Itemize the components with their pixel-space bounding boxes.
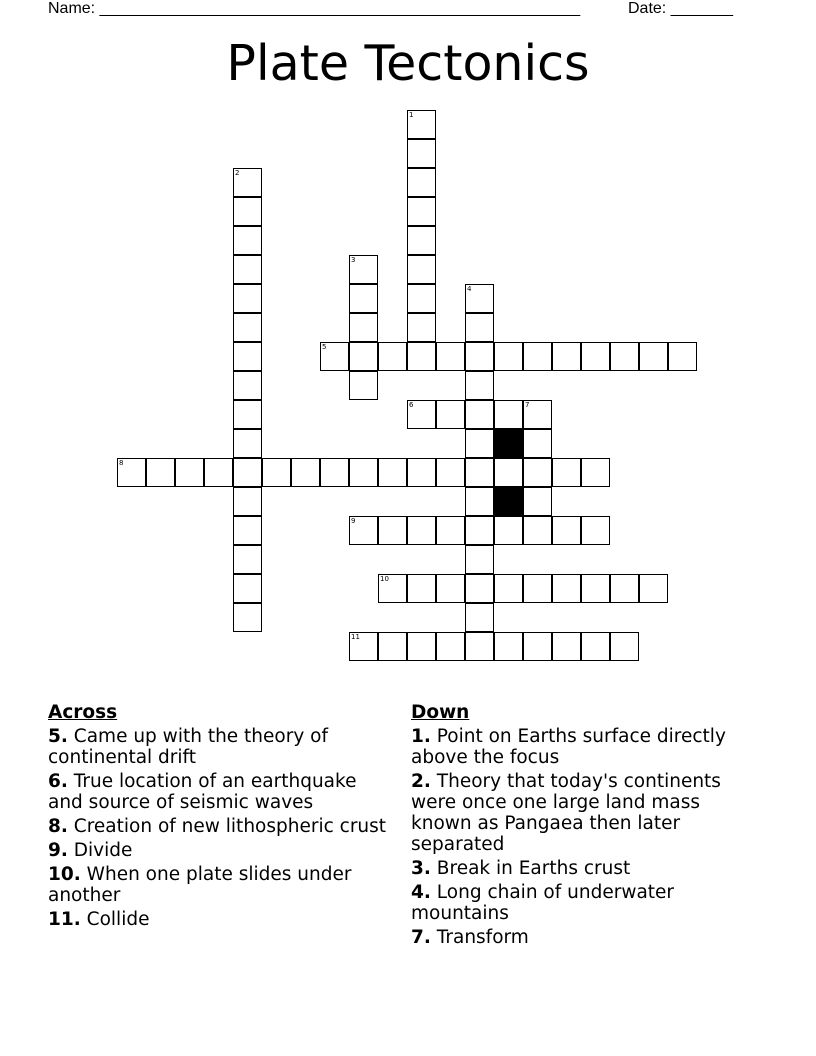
crossword-cell[interactable]: [233, 603, 262, 632]
crossword-cell[interactable]: [494, 516, 523, 545]
page-title: Plate Tectonics: [226, 35, 590, 92]
crossword-cell[interactable]: [378, 574, 407, 603]
crossword-cell[interactable]: [465, 487, 494, 516]
crossword-cell[interactable]: [233, 400, 262, 429]
crossword-cell[interactable]: [436, 342, 465, 371]
crossword-cell[interactable]: [407, 255, 436, 284]
crossword-cell[interactable]: [552, 458, 581, 487]
across-heading: Across: [48, 702, 118, 723]
name-line: Name: ______________________________________________________: [48, 0, 581, 17]
crossword-cell[interactable]: [552, 632, 581, 661]
clue-number: 3: [351, 256, 356, 264]
crossword-cell[interactable]: [233, 574, 262, 603]
crossword-cell[interactable]: [610, 342, 639, 371]
crossword-cell[interactable]: [233, 545, 262, 574]
crossword-cell[interactable]: [436, 516, 465, 545]
crossword-cell[interactable]: [436, 632, 465, 661]
crossword-cell[interactable]: [233, 487, 262, 516]
crossword-cell[interactable]: [407, 574, 436, 603]
crossword-cell[interactable]: [465, 400, 494, 429]
crossword-cell[interactable]: [523, 458, 552, 487]
crossword-cell[interactable]: [320, 458, 349, 487]
black-cell: [494, 487, 523, 516]
clue-across-6: 6. True location of an earthquake and source of seismic waves: [48, 771, 357, 813]
crossword-cell[interactable]: [349, 632, 378, 661]
crossword-cell[interactable]: [523, 342, 552, 371]
crossword-cell[interactable]: [610, 574, 639, 603]
clue-down-7: 7. Transform: [411, 927, 529, 948]
crossword-cell[interactable]: [146, 458, 175, 487]
crossword-cell[interactable]: [349, 516, 378, 545]
crossword-cell[interactable]: [581, 632, 610, 661]
crossword-cell[interactable]: [378, 632, 407, 661]
clue-number: 8: [119, 459, 124, 467]
crossword-cell[interactable]: [581, 342, 610, 371]
crossword-cell[interactable]: [233, 168, 262, 197]
crossword-cell[interactable]: [233, 458, 262, 487]
clue-down-4: 4. Long chain of underwater mountains: [411, 882, 675, 924]
across-clues: [48, 702, 393, 933]
crossword-cell[interactable]: [349, 458, 378, 487]
clue-number: 2: [235, 169, 240, 177]
crossword-cell[interactable]: [436, 400, 465, 429]
crossword-cell[interactable]: [378, 342, 407, 371]
crossword-cell[interactable]: [494, 574, 523, 603]
clue-number: 9: [351, 517, 356, 525]
crossword-cell[interactable]: [465, 342, 494, 371]
clue-across-8: 8. Creation of new lithospheric crust: [48, 816, 387, 837]
clue-number: 1: [409, 111, 414, 119]
crossword-cell[interactable]: [407, 632, 436, 661]
crossword-cell[interactable]: [639, 342, 668, 371]
crossword-cell[interactable]: [407, 284, 436, 313]
crossword-cell[interactable]: [407, 139, 436, 168]
crossword-cell[interactable]: [523, 632, 552, 661]
crossword-cell[interactable]: [465, 603, 494, 632]
crossword-cell[interactable]: [552, 516, 581, 545]
crossword-cell[interactable]: [233, 197, 262, 226]
crossword-cell[interactable]: [233, 429, 262, 458]
crossword-cell[interactable]: [552, 342, 581, 371]
crossword-cell[interactable]: [581, 458, 610, 487]
crossword-cell[interactable]: [465, 545, 494, 574]
crossword-cell[interactable]: [465, 574, 494, 603]
crossword-cell[interactable]: [523, 429, 552, 458]
crossword-cell[interactable]: [378, 458, 407, 487]
crossword-cell[interactable]: [233, 516, 262, 545]
crossword-cell[interactable]: [465, 429, 494, 458]
crossword-cell[interactable]: [204, 458, 233, 487]
clue-down-2: 2. Theory that today's continents were once one large land mass known as Pangaea then later separated: [411, 771, 721, 855]
crossword-cell[interactable]: [117, 458, 146, 487]
crossword-cell[interactable]: [465, 284, 494, 313]
clue-down-1: 1. Point on Earths surface directly above the focus: [411, 726, 726, 768]
crossword-cell[interactable]: [407, 516, 436, 545]
crossword-cell[interactable]: [494, 632, 523, 661]
crossword-cell[interactable]: [378, 516, 407, 545]
crossword-cell[interactable]: [465, 516, 494, 545]
crossword-cell[interactable]: [233, 342, 262, 371]
crossword-cell[interactable]: [407, 313, 436, 342]
clue-number: 4: [467, 285, 472, 293]
clue-across-9: 9. Divide: [48, 840, 133, 861]
crossword-cell[interactable]: [407, 400, 436, 429]
clue-number: 7: [525, 401, 530, 409]
crossword-cell[interactable]: [523, 400, 552, 429]
clue-across-10: 10. When one plate slides under another: [48, 864, 352, 906]
crossword-cell[interactable]: [436, 574, 465, 603]
crossword-cell[interactable]: [581, 516, 610, 545]
crossword-cell[interactable]: [610, 632, 639, 661]
crossword-cell[interactable]: [465, 458, 494, 487]
crossword-cell[interactable]: [436, 458, 465, 487]
down-clues: [411, 702, 756, 951]
crossword-cell[interactable]: [349, 313, 378, 342]
crossword-cell[interactable]: [465, 632, 494, 661]
crossword-cell[interactable]: [233, 284, 262, 313]
crossword-cell[interactable]: [349, 371, 378, 400]
crossword-cell[interactable]: [494, 458, 523, 487]
crossword-cell[interactable]: [639, 574, 668, 603]
clue-number: 6: [409, 401, 414, 409]
crossword-cell[interactable]: [233, 255, 262, 284]
crossword-cell[interactable]: [668, 342, 697, 371]
crossword-cell[interactable]: [494, 342, 523, 371]
crossword-cell[interactable]: [233, 313, 262, 342]
crossword-cell[interactable]: [233, 226, 262, 255]
crossword-cell[interactable]: [233, 371, 262, 400]
clue-across-5: 5. Came up with the theory of continental drift: [48, 726, 329, 768]
clue-number: 5: [322, 343, 327, 351]
crossword-cell[interactable]: [407, 226, 436, 255]
clue-across-11: 11. Collide: [48, 909, 150, 930]
date-line: Date: _______: [628, 0, 733, 17]
crossword-cell[interactable]: [349, 284, 378, 313]
crossword-cell[interactable]: [262, 458, 291, 487]
crossword-cell[interactable]: [581, 574, 610, 603]
crossword-cell[interactable]: [407, 197, 436, 226]
down-heading: Down: [411, 702, 470, 723]
crossword-cell[interactable]: [349, 342, 378, 371]
crossword-cell[interactable]: [291, 458, 320, 487]
crossword-cell[interactable]: [407, 342, 436, 371]
clue-down-3: 3. Break in Earths crust: [411, 858, 631, 879]
crossword-cell[interactable]: [552, 574, 581, 603]
crossword-cell[interactable]: [407, 458, 436, 487]
black-cell: [494, 429, 523, 458]
crossword-cell[interactable]: [523, 574, 552, 603]
crossword-cell[interactable]: [407, 110, 436, 139]
crossword-cell[interactable]: [407, 168, 436, 197]
crossword-cell[interactable]: [465, 371, 494, 400]
crossword-cell[interactable]: [523, 516, 552, 545]
clue-number: 11: [351, 633, 360, 641]
crossword-cell[interactable]: [523, 487, 552, 516]
crossword-cell[interactable]: [349, 255, 378, 284]
clue-number: 10: [380, 575, 389, 583]
crossword-cell[interactable]: [175, 458, 204, 487]
crossword-cell[interactable]: [465, 313, 494, 342]
crossword-cell[interactable]: [494, 400, 523, 429]
crossword-cell[interactable]: [320, 342, 349, 371]
